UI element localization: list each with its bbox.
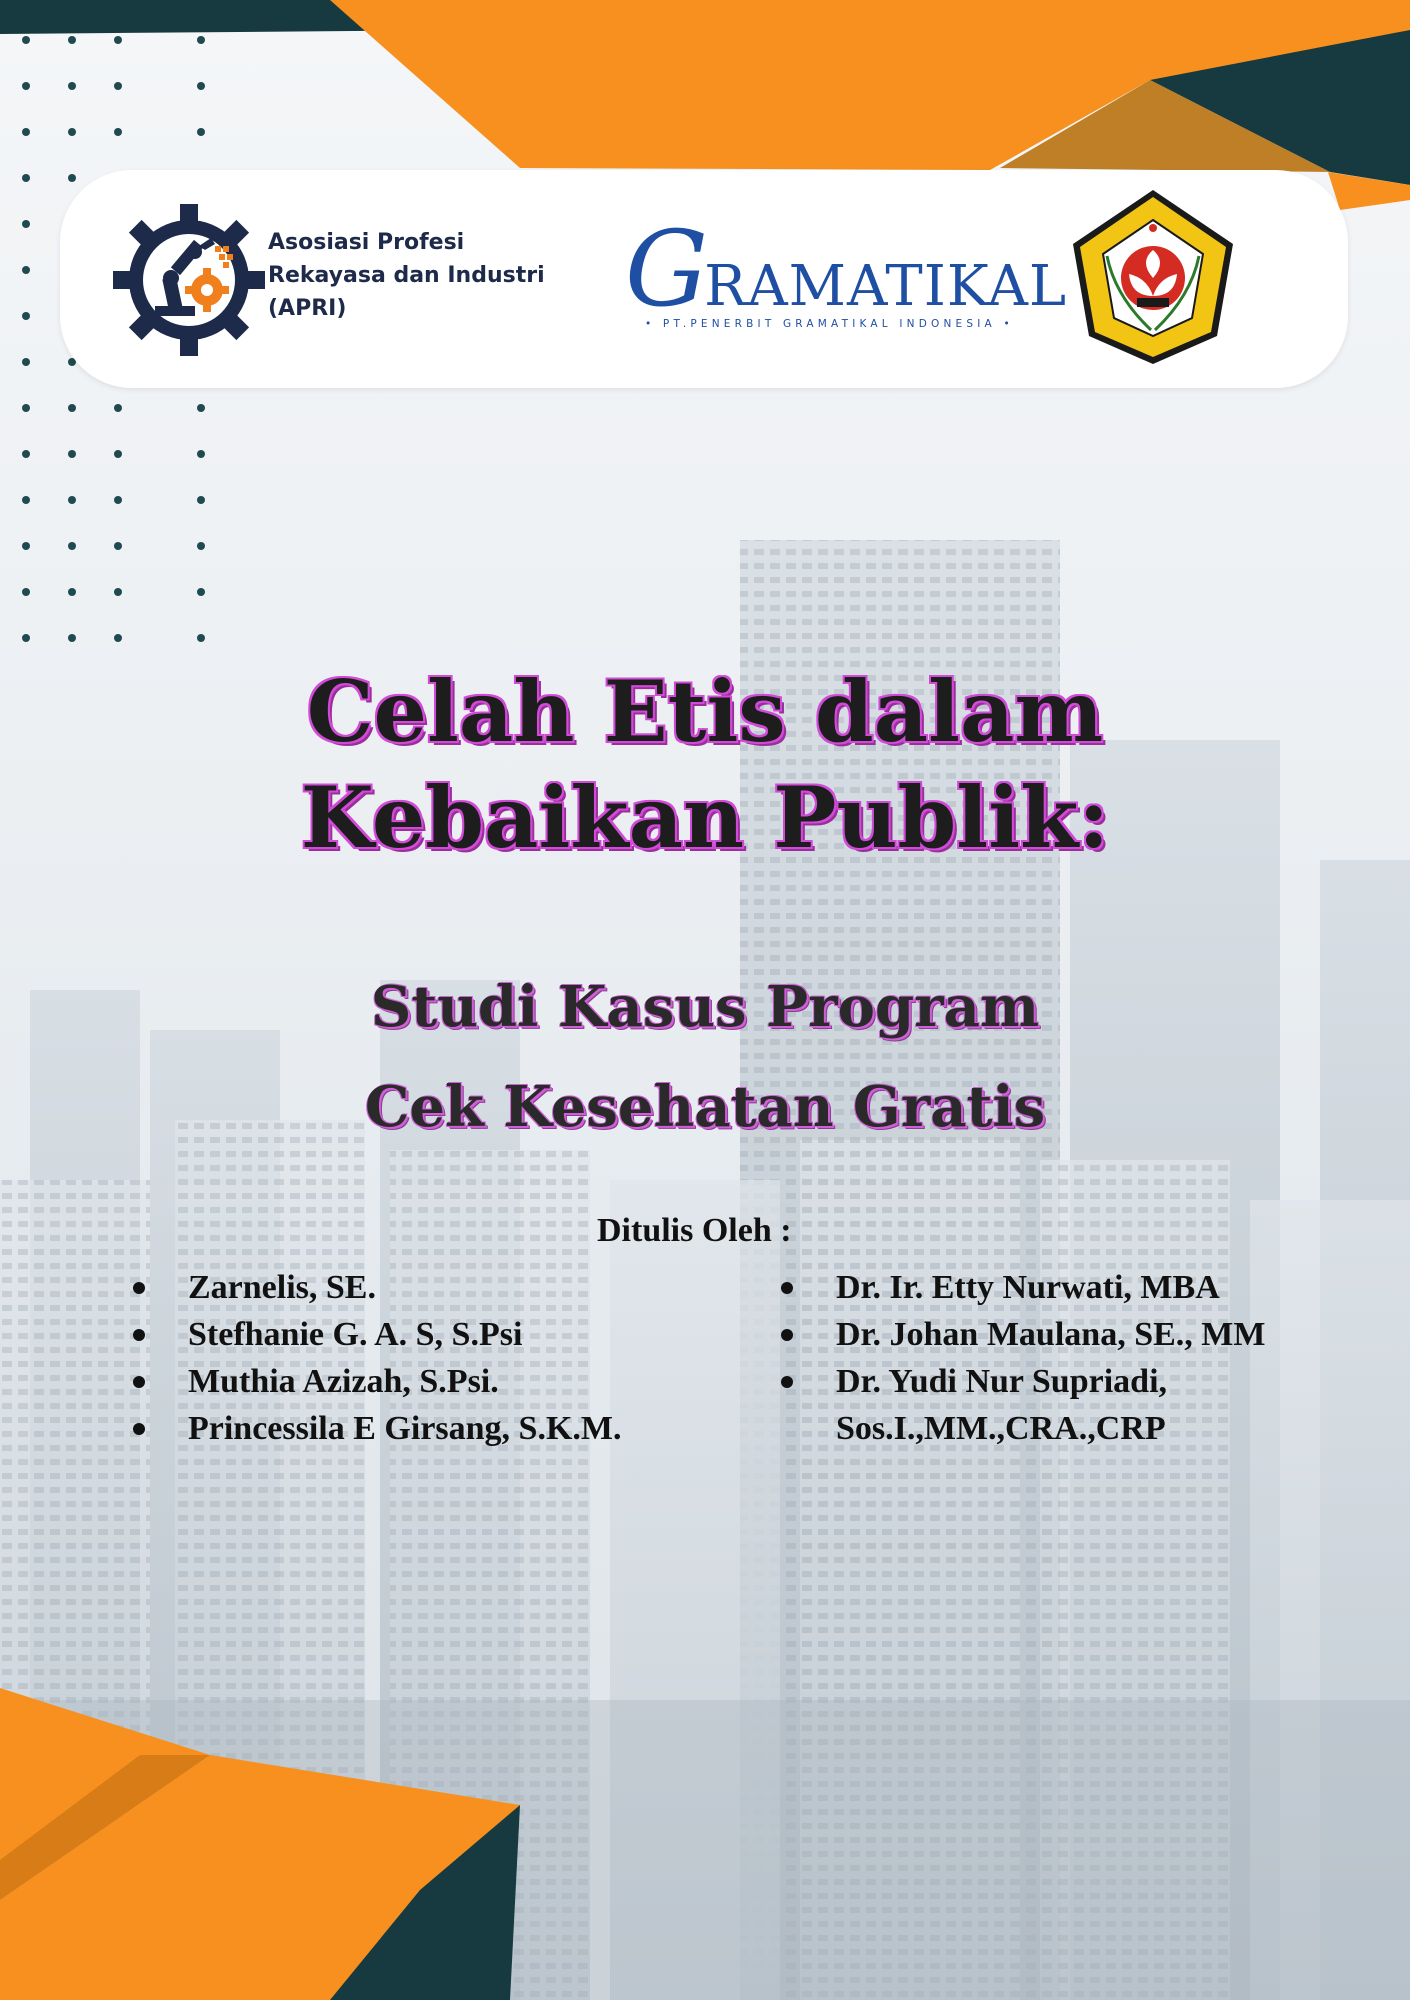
gramatikal-initial: G xyxy=(625,208,705,330)
gramatikal-rest: RAMATIKAL xyxy=(704,254,1068,319)
author-item: Muthia Azizah, S.Psi. xyxy=(125,1358,622,1405)
apri-name xyxy=(268,226,588,325)
gramatikal-logo xyxy=(625,190,1068,360)
author-item: Dr. Yudi Nur Supriadi, xyxy=(773,1358,1265,1405)
byline: Ditulis Oleh : xyxy=(597,1212,792,1249)
author-item: Stefhanie G. A. S, S.Psi xyxy=(125,1311,622,1358)
apri-name-line-1: Asosiasi Profesi xyxy=(268,230,465,255)
subtitle-line-1: Studi Kasus Program xyxy=(370,974,1040,1040)
author-item: Dr. Johan Maulana, SE., MM xyxy=(773,1311,1265,1358)
logo-band xyxy=(60,170,1348,388)
title-line-2: Kebaikan Publik: xyxy=(300,768,1110,867)
author-item: Princessila E Girsang, S.K.M. xyxy=(125,1405,622,1452)
title-line-1: Celah Etis dalam xyxy=(306,662,1104,761)
author-item-continuation: Sos.I.,MM.,CRA.,CRP xyxy=(836,1410,1166,1447)
author-item: Zarnelis, SE. xyxy=(125,1264,622,1311)
university-seal-icon xyxy=(1067,186,1239,368)
apri-name-line-3: (APRI) xyxy=(268,296,347,321)
authors-left-list xyxy=(125,1264,622,1452)
gramatikal-wordmark xyxy=(625,208,1067,330)
author-item: Dr. Ir. Etty Nurwati, MBA xyxy=(773,1264,1265,1311)
robot-arm-gear-icon xyxy=(112,202,267,357)
authors-right-list xyxy=(773,1264,1265,1452)
gramatikal-subtitle: • PT.PENERBIT GRAMATIKAL INDONESIA • xyxy=(645,318,1014,330)
subtitle-line-2: Cek Kesehatan Gratis xyxy=(364,1074,1046,1140)
apri-name-line-2: Rekayasa dan Industri xyxy=(268,263,545,288)
